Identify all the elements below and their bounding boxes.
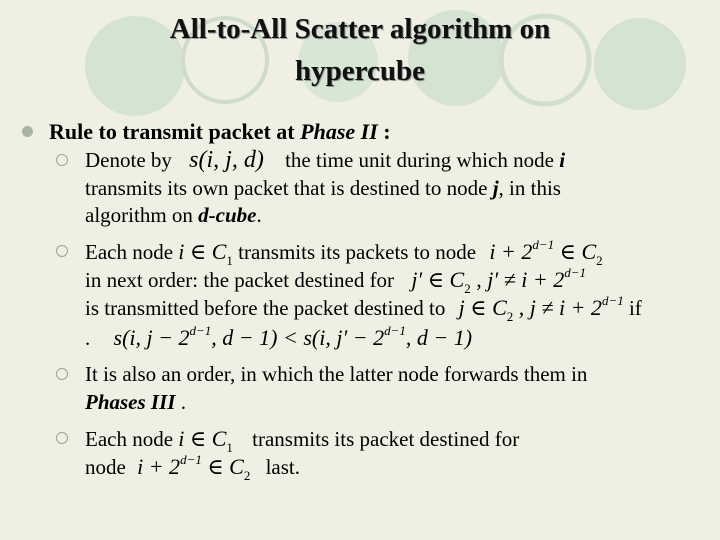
rule-heading: [22, 118, 391, 146]
item3-dot: .: [175, 390, 186, 414]
item1-formula-s: s(i, j, d): [189, 147, 264, 173]
rule-suffix: :: [377, 119, 391, 144]
bullet-circle-icon: [56, 432, 68, 444]
item4-text-1: Each node: [85, 427, 174, 451]
bullet-circle-icon: [56, 368, 68, 380]
item1-line-2b: , in this: [498, 176, 561, 200]
item2-formula-target: $i + 2^{d-1}$ ∈ $C_2$: [489, 237, 603, 268]
item4-text-2: transmits its packet destined for: [252, 427, 520, 451]
item2-formula-inequality: s(i, $j - 2^{d-1}$, d − 1) < s(i, $j' - 2^{d-1}$, d − 1): [113, 323, 473, 350]
rule-phase: Phase II: [300, 119, 378, 144]
item3-phase: Phases III: [85, 390, 176, 414]
item4-last: last.: [265, 455, 300, 479]
item2-text-2: transmits its packets to node: [238, 240, 477, 264]
item1-node-j: j: [492, 176, 499, 200]
page-title: [0, 8, 720, 92]
title-line-2: hypercube: [295, 55, 425, 87]
bullet-circle-icon: [56, 154, 68, 166]
item1-line-3a: algorithm on: [85, 203, 199, 227]
bullet-dot-icon: [22, 126, 33, 137]
item2-formula-j: j ∈ $C_2$ , $j \ne i + 2^{d-1}$: [458, 293, 624, 324]
item2-formula-i-in-c1: i ∈ $C_1$: [178, 239, 233, 268]
bullet-circle-icon: [56, 245, 68, 257]
item4-formula-i-in-c1: i ∈ $C_1$: [178, 426, 233, 455]
item2-dot: .: [85, 326, 91, 350]
item3-line-1: It is also an order, in which the latter node forwards them in: [85, 362, 588, 386]
title-line-1: All-to-All Scatter algorithm on: [169, 13, 551, 45]
item2-formula-jprime: j′ ∈ $C_2$ , $j' \ne i + 2^{d-1}$: [411, 265, 587, 296]
item2-line-3: is transmitted before the packet destined to: [85, 296, 446, 320]
item1-text-2: the time unit during which node: [285, 148, 560, 172]
rule-prefix: Rule to transmit packet at: [49, 119, 301, 144]
item2-line-2: in next order: the packet destined for: [85, 268, 395, 292]
item4-node: node: [85, 455, 126, 479]
item1-text-1: Denote by: [85, 148, 172, 172]
item1-line-2a: transmits its own packet that is destined to node: [85, 176, 493, 200]
item4-formula-target: $i + 2^{d-1}$ ∈ $C_2$: [137, 452, 251, 483]
item2-if: if: [628, 296, 642, 320]
item1-line-3b: .: [256, 203, 262, 227]
item2-text-1: Each node: [85, 240, 174, 264]
item1-dcube: d-cube: [198, 203, 257, 227]
item1-node-i: i: [559, 148, 566, 172]
